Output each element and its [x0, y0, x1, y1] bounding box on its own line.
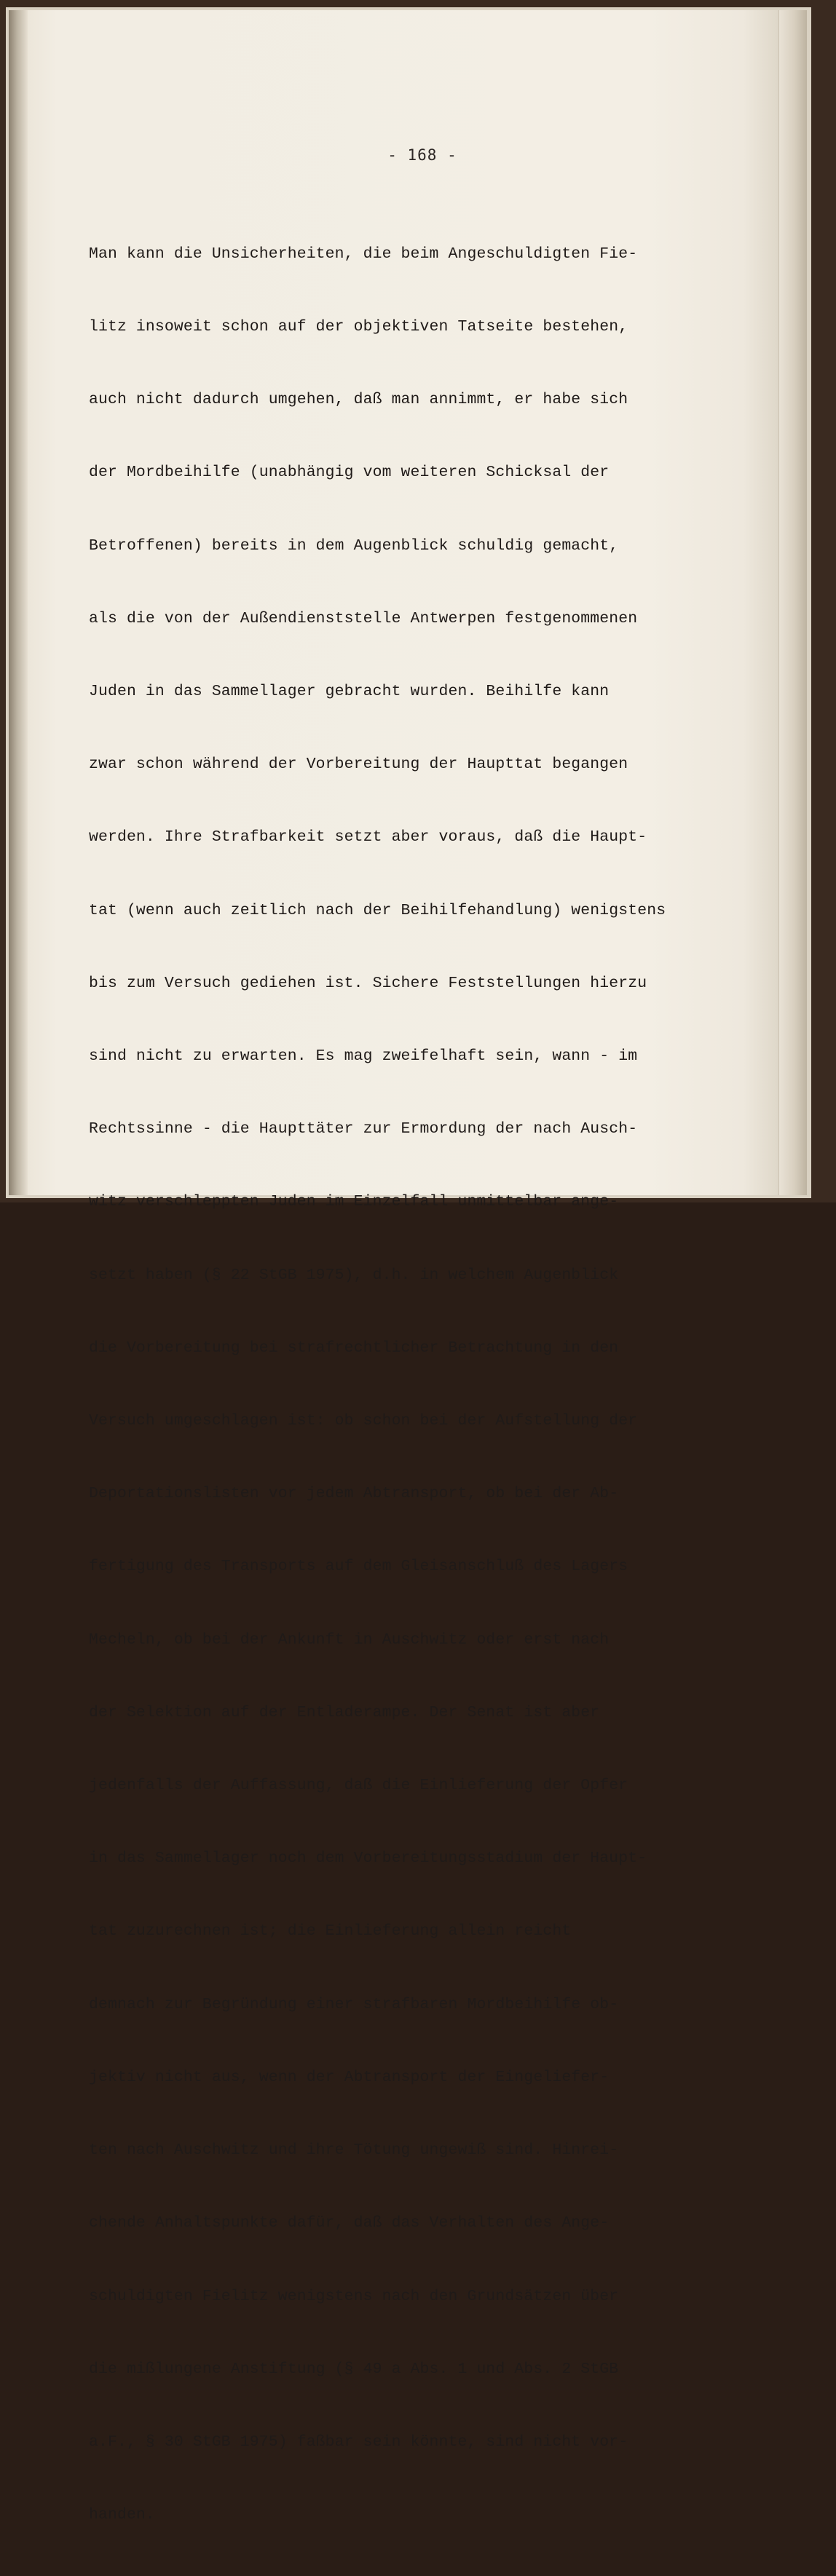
next-page-edge	[778, 10, 807, 1195]
text-line: Versuch umgeschlagen ist: ob schon bei der Aufstellung der	[89, 1412, 638, 1430]
page-number: - 168 -	[387, 146, 457, 164]
text-line: auch nicht dadurch umgehen, daß man annimmt, er habe sich	[89, 391, 628, 409]
text-line: bis zum Versuch gediehen ist. Sichere Feststellungen hierzu	[89, 974, 647, 992]
text-line: demnach zur Begründung einer strafbaren Mordbeihilfe ob-	[89, 1995, 619, 2013]
text-line: Mecheln, ob bei der Ankunft in Auschwitz oder erst nach	[89, 1630, 610, 1649]
paper-sheet	[9, 10, 807, 2524]
text-line: der Mordbeihilfe (unabhängig vom weiteren Schicksal der	[89, 464, 610, 482]
text-line: Juden in das Sammellager gebracht wurden. Beihilfe kann	[89, 683, 610, 701]
text-line: Betroffenen) bereits in dem Augenblick schuldig gemacht,	[89, 536, 619, 555]
text-line: jedenfalls der Auffassung, daß die Einlieferung der Opfer	[89, 1777, 628, 1795]
text-line: litz insoweit schon auf der objektiven Tatseite bestehen,	[89, 318, 628, 336]
text-line: witz verschleppten Juden im Einzelfall unmittelbar ange-	[89, 1193, 619, 1211]
text-line: in das Sammellager noch dem Vorbereitungsstadium der Haupt-	[89, 1850, 647, 1868]
text-line: tat (wenn auch zeitlich nach der Beihilfehandlung) wenigstens	[89, 901, 666, 919]
text-line: tat zuzurechnen ist; die Einlieferung allein reicht	[89, 1922, 572, 1941]
text-line: die mißlungene Anstiftung (§ 49 a Abs. 1 und Abs. 2 StGB	[89, 2360, 619, 2378]
text-line: fertigung des Transports auf dem Gleisanschluß des Lagers	[89, 1558, 628, 1576]
text-line: schuldigten Fielitz wenigstens nach den Grundsätzen über	[89, 2287, 619, 2305]
body-paragraph	[89, 194, 715, 2576]
text-line: a.F., § 30 StGB 1975) faßbar sein könnte, sind nicht vor-	[89, 2433, 628, 2451]
text-line: ten nach Auschwitz und ihre Tötung ungewiß sind. Hinrei-	[89, 2141, 619, 2160]
text-line: Man kann die Unsicherheiten, die beim Angeschuldigten Fie-	[89, 245, 638, 263]
text-line: Deportationslisten vor jedem Abtransport, ob bei der Ab-	[89, 1485, 619, 1503]
text-line: handen.	[89, 2506, 155, 2524]
text-line: als die von der Außendienststelle Antwerpen festgenommenen	[89, 609, 638, 627]
text-line: setzt haben (§ 22 StGB 1975), d.h. in welchem Augenblick	[89, 1266, 619, 1284]
text-line: zwar schon während der Vorbereitung der Haupttat begangen	[89, 756, 628, 774]
book-spine-gutter	[9, 10, 28, 1195]
text-line: Rechtssinne - die Haupttäter zur Ermordung der nach Ausch-	[89, 1120, 638, 1138]
text-line: chende Anhaltspunkte dafür, daß das Verhalten des Ange-	[89, 2214, 610, 2232]
text-line: der Selektion auf der Entladerampe. Der Senat ist aber	[89, 1703, 600, 1721]
text-line: die Vorbereitung bei strafrechtlicher Betrachtung in den	[89, 1339, 619, 1357]
text-line: jektiv nicht aus, wenn der Abtransport der Eingeliefer-	[89, 2068, 610, 2086]
text-line: sind nicht zu erwarten. Es mag zweifelhaft sein, wann - im	[89, 1047, 638, 1066]
text-line: werden. Ihre Strafbarkeit setzt aber voraus, daß die Haupt-	[89, 828, 647, 847]
